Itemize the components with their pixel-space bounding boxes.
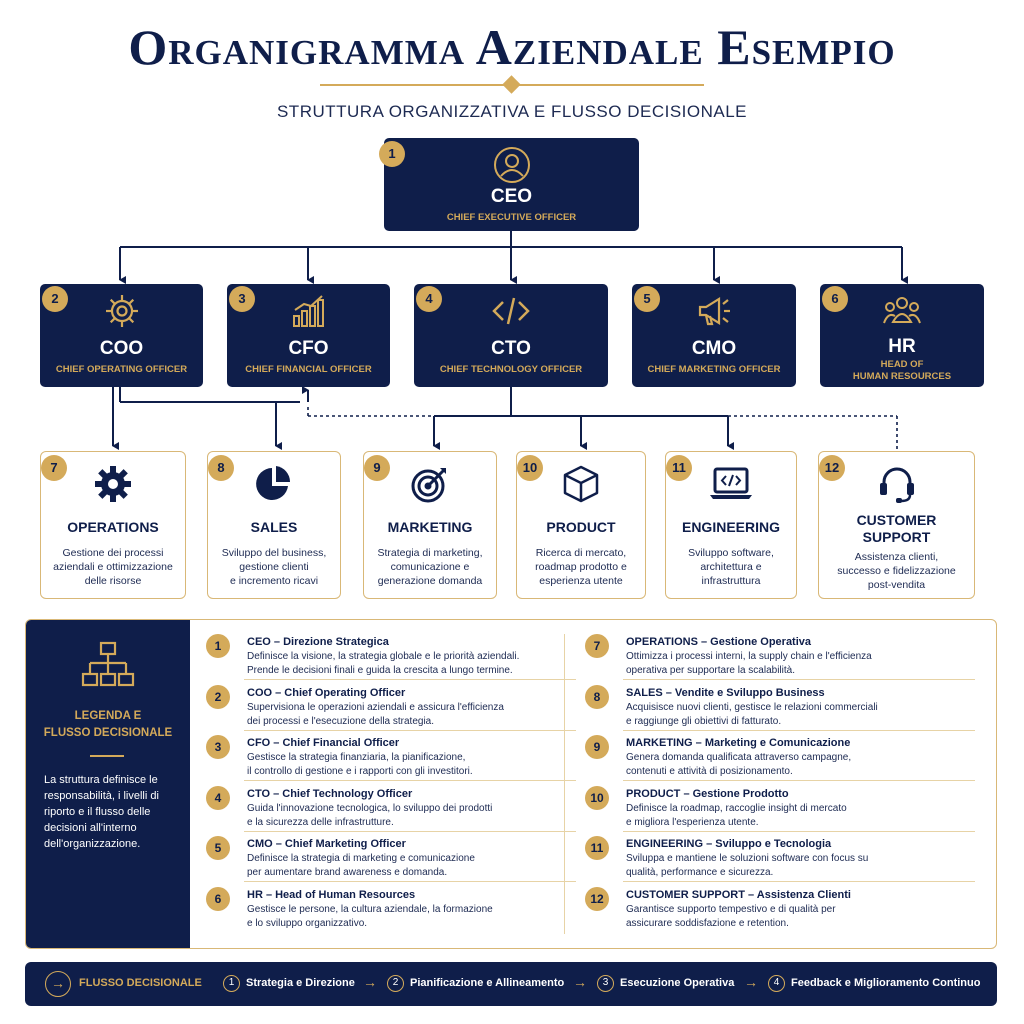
cfo-fulltitle: CHIEF FINANCIAL OFFICER (245, 364, 372, 375)
dept-description: Ricerca di mercato, roadmap prodotto e esperienza utente (535, 547, 627, 587)
gear-icon (103, 292, 141, 330)
dept-name: MARKETING (387, 519, 473, 535)
dept-number-badge: 9 (364, 455, 390, 481)
gear-icon (93, 464, 133, 504)
legend-description: La struttura definisce le responsabilità, i livelli di riporto e il flusso delle decisioni all'interno dell'organizzazione. (44, 774, 159, 850)
legend-item: 5 CMO – Chief Marketing Officer Definisce la strategia di marketing e comunicazione per aumentare brand awareness e domanda. (206, 834, 566, 884)
bar-chart-icon (290, 292, 328, 330)
cto-fulltitle: CHIEF TECHNOLOGY OFFICER (439, 364, 583, 375)
legend-panel (25, 619, 997, 949)
flow-step-label: Esecuzione Operativa (620, 977, 735, 989)
dept-sales (207, 451, 341, 599)
dept-name: CUSTOMER SUPPORT (856, 512, 937, 545)
cto-title: CTO (491, 338, 531, 359)
cto-box (414, 284, 608, 387)
flow-label: FLUSSO DECISIONALE (79, 977, 202, 989)
arrow-right-icon: → (45, 971, 71, 997)
pie-chart-icon (254, 464, 294, 504)
flow-step-number: 4 (768, 975, 785, 992)
decision-flow-bar (25, 962, 997, 1006)
laptop-code-icon (708, 464, 754, 504)
cto-number-badge: 4 (416, 286, 442, 312)
hr-fulltitle-line1: HEAD OF (880, 359, 924, 370)
dept-marketing (363, 451, 497, 599)
coo-number-badge: 2 (42, 286, 68, 312)
page-title: Organigramma Aziendale Esempio (128, 19, 896, 75)
team-icon (882, 292, 922, 330)
legend-title: LEGENDA E FLUSSO DECISIONALE (43, 710, 173, 739)
cfo-title: CFO (288, 338, 329, 359)
dept-number-badge: 10 (517, 455, 543, 481)
dept-description: Sviluppo software, architettura e infrastruttura (688, 547, 774, 587)
dept-product (516, 451, 646, 599)
dept-number-badge: 12 (819, 455, 845, 481)
cmo-fulltitle: CHIEF MARKETING OFFICER (647, 364, 781, 375)
arrow-right-icon: → (744, 974, 758, 990)
legend-item: 11 ENGINEERING – Sviluppo e Tecnologia Sviluppa e mantiene le soluzioni software con focus su qualità, performance e sicurezza. (585, 834, 980, 884)
dept-number-badge: 7 (41, 455, 67, 481)
page-subtitle: STRUTTURA ORGANIZZATIVA E FLUSSO DECISIONALE (276, 102, 748, 121)
hierarchy-icon (80, 640, 136, 690)
dept-operations (40, 451, 186, 599)
dept-number-badge: 11 (666, 455, 692, 481)
megaphone-icon (695, 292, 733, 330)
dept-description: Sviluppo del business, gestione clienti e incremento ricavi (221, 547, 327, 587)
ceo-title: CEO (490, 186, 533, 207)
cmo-number-badge: 5 (634, 286, 660, 312)
title-diamond-ornament (502, 75, 520, 93)
dept-name: SALES (250, 519, 298, 535)
cube-icon (561, 464, 601, 504)
legend-item: 7 OPERATIONS – Gestione Operativa Ottimizza i processi interni, la supply chain e l'efficienza operativa per supportare la scalabilità. (585, 632, 980, 682)
legend-item: 9 MARKETING – Marketing e Comunicazione Genera domanda qualificata attraverso campagne, contenuti e attività di posizionamento. (585, 733, 980, 783)
legend-item: 2 COO – Chief Operating Officer Supervisiona le operazioni aziendali e assicura l'efficienza dei processi e l'esecuzione della strategia. (206, 683, 566, 733)
flow-step-number: 1 (223, 975, 240, 992)
user-icon (493, 146, 531, 184)
arrow-right-icon: → (363, 974, 377, 990)
arrow-right-icon: → (573, 974, 587, 990)
ceo-box (384, 138, 639, 231)
legend-item: 4 CTO – Chief Technology Officer Guida l'innovazione tecnologica, lo sviluppo dei prodotti e la sicurezza delle infrastrutture. (206, 784, 566, 834)
target-icon (410, 464, 450, 504)
dept-description: Strategia di marketing, comunicazione e generazione domanda (377, 547, 483, 587)
legend-item: 6 HR – Head of Human Resources Gestisce le persone, la cultura aziendale, la formazione e lo sviluppo organizzativo. (206, 885, 566, 935)
dept-name: PRODUCT (546, 519, 616, 535)
legend-item: 8 SALES – Vendite e Sviluppo Business Acquisisce nuovi clienti, gestisce le relazioni commerciali e raggiunge gli obiettivi di fatturato. (585, 683, 980, 733)
legend-item: 10 PRODUCT – Gestione Prodotto Definisce la roadmap, raccoglie insight di mercato e migliora l'esperienza utente. (585, 784, 980, 834)
dept-customer-support (818, 451, 975, 599)
hr-fulltitle-line2: HUMAN RESOURCES (852, 371, 952, 382)
legend-sidebar (26, 620, 190, 948)
coo-fulltitle: CHIEF OPERATING OFFICER (55, 364, 188, 375)
ceo-fulltitle: CHIEF EXECUTIVE OFFICER (446, 212, 577, 223)
dept-description: Assistenza clienti, successo e fidelizzazione post-vendita (837, 551, 956, 591)
legend-item: 1 CEO – Direzione Strategica Definisce la visione, la strategia globale e le priorità aziendali. Prende le decisioni finali e guida la crescita a lungo termine. (206, 632, 566, 682)
dept-number-badge: 8 (208, 455, 234, 481)
cmo-title: CMO (691, 338, 737, 359)
flow-step-label: Feedback e Miglioramento Continuo (791, 977, 981, 989)
dept-name: ENGINEERING (681, 519, 780, 535)
flow-step-number: 3 (597, 975, 614, 992)
flow-step-label: Pianificazione e Allineamento (410, 977, 565, 989)
dept-description: Gestione dei processi aziendali e ottimizzazione delle risorse (53, 547, 173, 587)
ceo-number-badge: 1 (379, 141, 405, 167)
hr-title: HR (888, 336, 916, 357)
code-icon (491, 294, 531, 328)
headset-icon (877, 464, 917, 504)
flow-step-label: Strategia e Direzione (246, 977, 355, 989)
coo-title: COO (99, 338, 144, 359)
legend-item: 3 CFO – Chief Financial Officer Gestisce la strategia finanziaria, la pianificazione, il controllo di gestione e i rapporti con gli investitori. (206, 733, 566, 783)
dept-engineering (665, 451, 797, 599)
flow-step-number: 2 (387, 975, 404, 992)
legend-item: 12 CUSTOMER SUPPORT – Assistenza Clienti Garantisce supporto tempestivo e di qualità per assicurare soddisfazione e retention. (585, 885, 980, 935)
hr-number-badge: 6 (822, 286, 848, 312)
dept-name: OPERATIONS (67, 519, 159, 535)
legend-divider (90, 755, 124, 757)
cfo-number-badge: 3 (229, 286, 255, 312)
